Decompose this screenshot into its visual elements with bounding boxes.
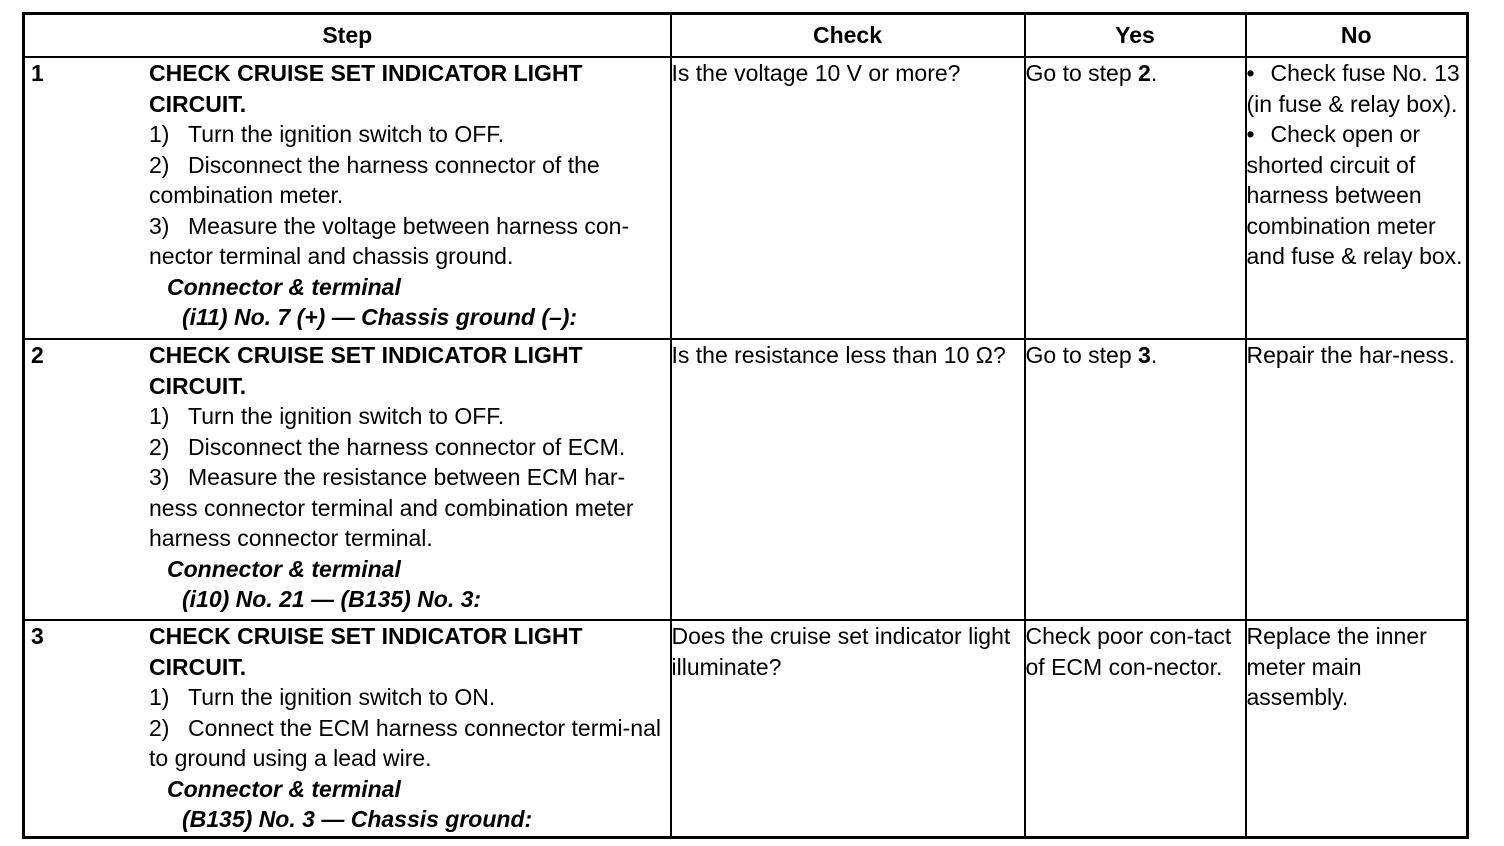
no-bullet: • Check fuse No. 13 (in fuse & relay box). xyxy=(1246,60,1460,117)
step-title: CHECK CRUISE SET INDICATOR LIGHT CIRCUIT. xyxy=(149,342,583,399)
no-bullet: • Check open or shorted circuit of harness between combination meter and fuse & relay box. xyxy=(1246,121,1463,269)
step-cell xyxy=(24,620,671,838)
connector-label: Connector & terminal xyxy=(167,555,401,582)
bullet-icon: • xyxy=(1246,60,1255,86)
check-cell: Is the resistance less than 10 Ω? xyxy=(671,339,1025,620)
substep: 3) Measure the voltage between harness con-nector terminal and chassis ground. xyxy=(149,212,630,269)
step-number: 1 xyxy=(31,60,44,86)
substep: 1) Turn the ignition switch to ON. xyxy=(149,684,496,710)
connector-value: (B135) No. 3 — Chassis ground: xyxy=(182,806,533,832)
header-no: No xyxy=(1246,14,1468,58)
connector-value: (i10) No. 21 — (B135) No. 3: xyxy=(182,586,482,612)
no-cell: Replace the inner meter main assembly. xyxy=(1246,620,1468,838)
substep: 2) Disconnect the harness connector of ECM. xyxy=(149,433,626,460)
connector-value: (i11) No. 7 (+) — Chassis ground (–): xyxy=(182,304,578,330)
substep: 2) Disconnect the harness connector of the combination meter. xyxy=(149,151,600,208)
table-row xyxy=(24,339,1468,620)
step-cell xyxy=(24,339,671,620)
yes-cell: Check poor con-tact of ECM con-nector. xyxy=(1025,620,1246,838)
bullet-icon: • xyxy=(1246,121,1255,147)
header-step: Step xyxy=(24,14,671,58)
diagnostic-table xyxy=(22,12,1469,839)
substep: 1) Turn the ignition switch to OFF. xyxy=(149,121,505,147)
connector-label: Connector & terminal xyxy=(167,775,401,802)
substep: 1) Turn the ignition switch to OFF. xyxy=(149,403,505,429)
substep: 2) Connect the ECM harness connector termi-nal to ground using a lead wire. xyxy=(149,714,661,771)
no-cell xyxy=(1246,57,1468,339)
step-cell xyxy=(24,57,671,339)
header-check: Check xyxy=(671,14,1025,58)
table-row xyxy=(24,620,1468,838)
yes-cell: Go to step 3. xyxy=(1025,339,1246,620)
header-row xyxy=(24,14,1468,58)
check-cell: Does the cruise set indicator light illuminate? xyxy=(671,620,1025,838)
table-row xyxy=(24,57,1468,339)
substep: 3) Measure the resistance between ECM har-ness connector terminal and combination meter harness connector terminal. xyxy=(149,464,634,551)
step-title: CHECK CRUISE SET INDICATOR LIGHT CIRCUIT. xyxy=(149,60,583,117)
connector-label: Connector & terminal xyxy=(167,273,401,300)
yes-cell: Go to step 2. xyxy=(1025,57,1246,339)
step-title: CHECK CRUISE SET INDICATOR LIGHT CIRCUIT. xyxy=(149,623,583,680)
step-number: 2 xyxy=(31,342,44,368)
check-cell: Is the voltage 10 V or more? xyxy=(671,57,1025,339)
no-cell: Repair the har-ness. xyxy=(1246,339,1468,620)
step-number: 3 xyxy=(31,623,44,649)
header-yes: Yes xyxy=(1025,14,1246,58)
